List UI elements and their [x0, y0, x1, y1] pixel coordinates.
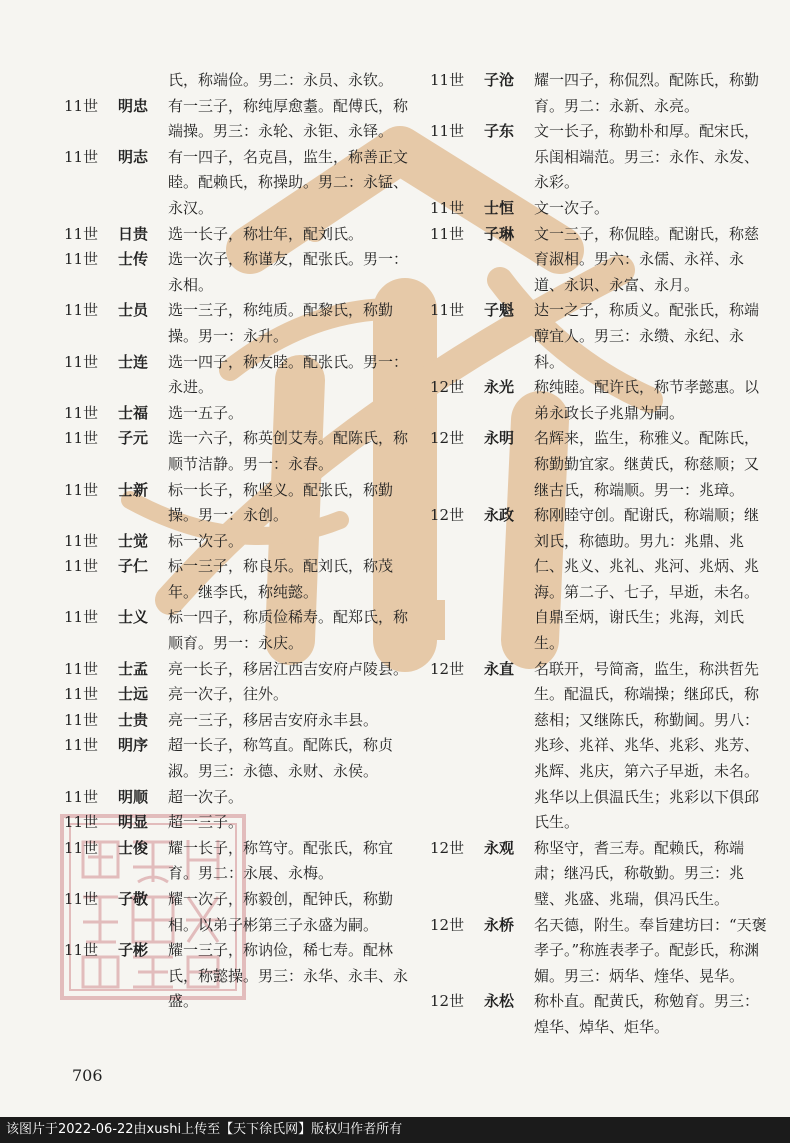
- entry-text: 称刚睦守创。配谢氏，称端顺；继刘氏，称德助。男九：兆鼎、兆仁、兆义、兆礼、兆河、兆炳、兆海。第二子、七子，早逝，未名。自鼎至炳，谢氏生；兆海，刘氏生。: [534, 506, 760, 653]
- generation-label: 11世: [64, 429, 99, 448]
- entry-text: 选一次子，称谨友，配张氏。男一：永相。: [168, 250, 409, 294]
- right-entry-list: [430, 68, 770, 1041]
- genealogy-entry: [430, 375, 770, 426]
- person-name: 士俊: [118, 838, 149, 857]
- generation-label: 11世: [64, 838, 99, 857]
- genealogy-entry: [430, 298, 770, 375]
- person-name: 明序: [118, 736, 149, 755]
- entry-text: 名联开，号简斋，监生，称洪哲先生。配温氏，称端操；继邱氏，称慈相；又继陈氏，称勤阃。男八：兆珍、兆祥、兆华、兆彩、兆芳、兆辉、兆庆，第六子早逝，未名。兆华以上俱温氏生；兆彩以下俱邱氏生。: [534, 659, 760, 832]
- generation-label: 11世: [64, 890, 99, 908]
- entry-text: 文一三子，称侃睦。配谢氏，称慈育淑相。男六：永儒、永祥、永道、永识、永富、永月。: [534, 224, 760, 294]
- genealogy-entry: [64, 298, 416, 349]
- entry-text: 选一三子，称纯质。配黎氏，称勤操。男一：永升。: [168, 301, 394, 345]
- entry-text: 耀一次子，称毅创，配钟氏，称勤相。以弟子彬第三子永盛为嗣。: [168, 890, 394, 934]
- person-name: 士义: [118, 608, 149, 627]
- generation-label: 11世: [64, 710, 99, 729]
- genealogy-entry: [64, 247, 416, 298]
- entry-text: 亮一三子，移居吉安府永丰县。: [168, 710, 379, 729]
- genealogy-entry: [64, 605, 416, 656]
- entry-text: 名天德，附生。奉旨建坊曰：“天褒孝子。”称旌表孝子。配彭氏，称渊媚。男三：炳华、煃华、晃华。: [534, 915, 767, 985]
- generation-label: 11世: [64, 787, 99, 806]
- entry-text: 有一三子，称纯厚愈耋。配傅氏，称端操。男三：永轮、永钜、永铎。: [168, 96, 409, 141]
- genealogy-entry: [64, 785, 416, 811]
- genealogy-entry: [430, 836, 770, 913]
- entry-text: 达一之子，称质义。配张氏，称端醇宜人。男三：永缵、永纪、永科。: [534, 301, 760, 371]
- person-name: 永光: [484, 378, 515, 397]
- person-name: 士员: [118, 301, 149, 320]
- person-name: 明志: [118, 147, 149, 166]
- genealogy-entry: [64, 682, 416, 708]
- entry-text: 选一长子，称壮年，配刘氏。: [168, 224, 364, 243]
- generation-label: 12世: [430, 506, 465, 525]
- genealogy-entry: [430, 222, 770, 299]
- person-name: 士远: [118, 685, 149, 704]
- person-name: 子魁: [484, 301, 515, 320]
- generation-label: 11世: [64, 96, 99, 115]
- person-name: 子东: [484, 122, 515, 141]
- person-name: 士孟: [118, 659, 149, 678]
- generation-label: 12世: [430, 992, 465, 1011]
- genealogy-entry: [64, 145, 416, 222]
- generation-label: 11世: [64, 608, 99, 627]
- generation-label: 11世: [64, 557, 99, 576]
- generation-label: 11世: [64, 250, 99, 269]
- generation-label: 11世: [64, 531, 99, 550]
- entry-text: 超一三子。: [168, 813, 244, 832]
- generation-label: 11世: [64, 941, 99, 960]
- person-name: 子元: [118, 429, 149, 448]
- person-name: 士恒: [484, 198, 515, 217]
- person-name: 士传: [118, 250, 149, 269]
- genealogy-entry: [430, 657, 770, 836]
- genealogy-entry: [64, 529, 416, 555]
- person-name: 士连: [118, 352, 149, 371]
- genealogy-entry: [430, 196, 770, 222]
- entry-text: 标一三子，称良乐。配刘氏，称茂年。继李氏，称纯懿。: [168, 557, 394, 601]
- person-name: 子彬: [118, 941, 149, 960]
- genealogy-entry: [64, 401, 416, 427]
- left-column: [64, 68, 416, 1015]
- generation-label: 11世: [430, 71, 465, 89]
- person-name: 子敬: [118, 890, 149, 908]
- genealogy-entry: [64, 938, 416, 1015]
- generation-label: 12世: [430, 378, 465, 397]
- generation-label: 11世: [64, 736, 99, 755]
- genealogy-entry: [64, 810, 416, 836]
- entry-text: 选一五子。: [168, 403, 244, 422]
- right-column: [430, 68, 770, 1041]
- person-name: 明顺: [118, 787, 149, 806]
- generation-label: 12世: [430, 659, 465, 678]
- genealogy-entry: [430, 989, 770, 1040]
- genealogy-entry: [64, 222, 416, 248]
- genealogy-entry: [64, 836, 416, 887]
- generation-label: 11世: [430, 224, 465, 243]
- generation-label: 11世: [64, 685, 99, 704]
- generation-label: 11世: [64, 301, 99, 320]
- entry-text: 亮一长子，移居江西吉安府卢陵县。: [168, 659, 409, 678]
- generation-label: 11世: [64, 659, 99, 678]
- generation-label: 11世: [64, 403, 99, 422]
- entry-text: 文一长子，称勤朴和厚。配宋氏，乐闺相端范。男三：永作、永发、永彩。: [534, 122, 760, 192]
- entry-text: 有一四子，名克昌，监生，称善正文睦。配赖氏，称操助。男二：永锰、永汉。: [168, 147, 409, 217]
- entry-text: 耀一四子，称侃烈。配陈氏，称勤育。男二：永新、永亮。: [534, 71, 760, 115]
- left-entry-list: [64, 94, 416, 1015]
- entry-text: 标一长子，称坚义。配张氏，称勤操。男一：永创。: [168, 480, 394, 525]
- genealogy-entry: [64, 733, 416, 784]
- person-name: 子仁: [118, 557, 149, 576]
- entry-text: 文一次子。: [534, 198, 610, 217]
- generation-label: 11世: [64, 147, 99, 166]
- person-name: 永直: [484, 659, 515, 678]
- generation-label: 12世: [430, 429, 465, 448]
- genealogy-entry: [64, 94, 416, 145]
- genealogy-entry: [64, 708, 416, 734]
- footer-notice: 该图片于2022-06-22由xushi上传至【天下徐氏网】版权归作者所有: [0, 1117, 790, 1143]
- generation-label: 11世: [64, 352, 99, 371]
- person-name: 士福: [118, 403, 149, 422]
- genealogy-entry: [430, 68, 770, 119]
- genealogy-entry: [430, 426, 770, 503]
- entry-text: 耀一长子，称笃守。配张氏，称宜育。男二：永展、永梅。: [168, 838, 394, 883]
- entry-text: 名辉来，监生，称雅义。配陈氏，称勤勤宜家。继黄氏，称慈顺；又继古氏，称端顺。男一：兆璋。: [534, 429, 760, 499]
- genealogy-entry: [430, 913, 770, 990]
- generation-label: 11世: [430, 122, 465, 141]
- generation-label: 11世: [64, 224, 99, 243]
- person-name: 明显: [118, 813, 149, 832]
- entry-text: 选一四子，称友睦。配张氏。男一：永进。: [168, 352, 409, 397]
- genealogy-entry: [64, 657, 416, 683]
- entry-text: 标一次子。: [168, 531, 244, 550]
- genealogy-entry: [64, 478, 416, 529]
- generation-label: 11世: [430, 301, 465, 320]
- entry-text: 称纯睦。配许氏，称节孝懿惠。以弟永政长子兆鼎为嗣。: [534, 378, 760, 422]
- continuation-text: 氏，称端俭。男二：永员、永钦。: [168, 71, 394, 89]
- entry-text: 标一四子，称质俭稀寿。配郑氏，称顺育。男一：永庆。: [168, 608, 409, 653]
- genealogy-entry: [64, 887, 416, 938]
- person-name: 永政: [484, 506, 515, 525]
- person-name: 子琳: [484, 224, 515, 243]
- entry-text: 超一长子，称笃直。配陈氏，称贞淑。男三：永德、永财、永侯。: [168, 736, 394, 781]
- generation-label: 11世: [430, 198, 465, 217]
- person-name: 永松: [484, 992, 515, 1011]
- entry-text: 称朴直。配黄氏，称勉育。男三：煌华、焯华、炬华。: [534, 992, 760, 1036]
- entry-text: 超一次子。: [168, 787, 244, 806]
- person-name: 士贵: [118, 710, 149, 729]
- genealogy-entry: [64, 350, 416, 401]
- person-name: 永观: [484, 838, 515, 857]
- generation-label: 12世: [430, 838, 465, 857]
- person-name: 日贵: [118, 224, 149, 243]
- genealogy-entry: [64, 554, 416, 605]
- entry-text: 耀一三子，称讷俭，稀七寿。配林氏，称懿操。男三：永华、永丰、永盛。: [168, 941, 409, 1011]
- person-name: 永明: [484, 429, 515, 448]
- entry-text: 亮一次子，往外。: [168, 685, 289, 704]
- genealogy-entry: [64, 426, 416, 477]
- genealogy-entry: [430, 503, 770, 657]
- person-name: 士新: [118, 480, 149, 499]
- genealogy-entry: [430, 119, 770, 196]
- person-name: 明忠: [118, 96, 149, 115]
- generation-label: 11世: [64, 480, 99, 499]
- person-name: 士觉: [118, 531, 149, 550]
- generation-label: 11世: [64, 813, 99, 832]
- person-name: 永桥: [484, 915, 515, 934]
- page-number: 706: [72, 1066, 103, 1085]
- generation-label: 12世: [430, 915, 465, 934]
- entry-text: 选一六子，称英创艾寿。配陈氏，称顺节洁静。男一：永春。: [168, 429, 409, 473]
- entry-text: 称坚守，耆三寿。配赖氏，称端肃；继冯氏，称敬勤。男三：兆璧、兆盛、兆瑞，俱冯氏生。: [534, 838, 745, 908]
- person-name: 子沧: [484, 71, 515, 89]
